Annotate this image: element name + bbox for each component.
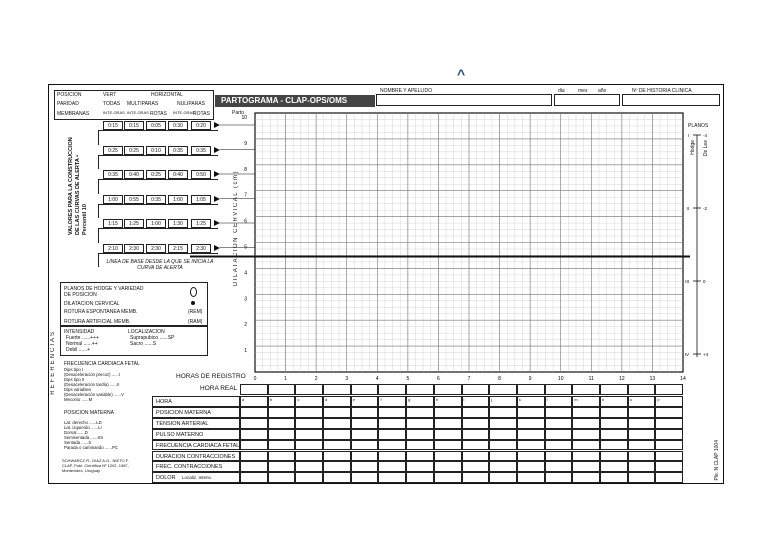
planos-delee: De Lee <box>703 140 709 157</box>
membranas-label: MEMBRANAS <box>57 111 90 117</box>
bottom-cell[interactable] <box>489 451 517 462</box>
horas-registro-label: HORAS DE REGISTRO <box>176 373 246 380</box>
y-tick-label: 5 <box>244 244 247 251</box>
todas-label: TODAS <box>103 101 121 107</box>
bottom-cell[interactable] <box>378 429 406 440</box>
valores-cell: 0:25 <box>103 146 123 155</box>
bottom-row-label: HORA <box>152 396 240 407</box>
bottom-cell[interactable] <box>572 451 600 462</box>
planos-value-label: 0 <box>703 279 706 284</box>
valores-cell: 0:40 <box>124 170 144 179</box>
bottom-cell[interactable] <box>489 472 517 483</box>
bottom-cell[interactable]: f <box>378 396 406 407</box>
bottom-cell[interactable] <box>351 461 379 472</box>
base-line-text: LINEA DE BASE DESDE LA QUE SE INICIA LA CURVA DE ALERTA <box>106 259 214 271</box>
fcf-item: (Desaceleración tardía) ......II <box>64 382 120 387</box>
posicion-item: Semisentada ......SS <box>64 435 104 440</box>
bottom-cell[interactable] <box>268 451 296 462</box>
bottom-cell[interactable] <box>600 418 628 429</box>
bottom-cell[interactable] <box>406 418 434 429</box>
bottom-cell[interactable] <box>323 472 351 483</box>
bottom-cell[interactable] <box>517 429 545 440</box>
x-tick-label: 3 <box>345 376 349 382</box>
bottom-cell[interactable] <box>462 407 490 418</box>
bottom-cell[interactable] <box>655 407 683 418</box>
bottom-cell[interactable] <box>323 429 351 440</box>
bottom-cell[interactable] <box>240 440 268 451</box>
bottom-cell[interactable] <box>434 440 462 451</box>
integras-2: INTE-GRAS <box>127 110 149 115</box>
bottom-cell[interactable]: h <box>434 396 462 407</box>
bottom-cell[interactable] <box>545 461 573 472</box>
valores-cell: 0:20 <box>191 121 211 130</box>
bottom-cell[interactable] <box>406 472 434 483</box>
fcf-item: Dips tipo II <box>64 377 85 382</box>
rotas-1: ROTAS <box>150 111 167 117</box>
valores-cell: 2:15 <box>168 244 188 253</box>
intensidad-title: INTENSIDAD <box>64 329 95 335</box>
bottom-cell[interactable] <box>268 429 296 440</box>
posicion-label: POSICION <box>57 92 82 98</box>
valores-cell: 0:55 <box>124 195 144 204</box>
bottom-cell[interactable] <box>600 472 628 483</box>
hora-real-cell[interactable] <box>406 384 434 395</box>
bottom-cell[interactable]: a <box>240 396 268 407</box>
bottom-cell[interactable] <box>378 472 406 483</box>
bottom-cell[interactable] <box>545 418 573 429</box>
planos-hodge: Hodge <box>690 140 696 155</box>
valores-cell: 0:15 <box>124 121 144 130</box>
ref-dilatacion: DILATACION CERVICAL <box>64 301 120 307</box>
bottom-cell[interactable] <box>406 461 434 472</box>
bottom-cell[interactable] <box>295 461 323 472</box>
bottom-cell[interactable] <box>240 461 268 472</box>
hora-real-cell[interactable] <box>462 384 490 395</box>
y-tick-label: 10 <box>241 115 247 121</box>
bottom-cell[interactable] <box>462 472 490 483</box>
intensidad-3: Debil ......+ <box>66 347 91 353</box>
hora-real-cell[interactable] <box>572 384 600 395</box>
hora-real-cell[interactable] <box>600 384 628 395</box>
bottom-cell[interactable]: j <box>489 396 517 407</box>
bottom-cell[interactable] <box>434 451 462 462</box>
bottom-cell[interactable] <box>600 451 628 462</box>
anio-label: año <box>598 88 607 94</box>
x-tick-label: 5 <box>406 376 410 382</box>
planos-value-label: -4 <box>703 133 708 138</box>
dilatacion-axis-label: DILATACION CERVICAL (cm) <box>233 170 239 287</box>
bottom-cell[interactable] <box>295 451 323 462</box>
valores-cell: 0:05 <box>146 121 166 130</box>
ref-rotura-esp: ROTURA ESPONTANEA MEMB. <box>64 309 138 315</box>
bottom-cell[interactable] <box>378 407 406 418</box>
bottom-cell[interactable] <box>517 407 545 418</box>
y-tick-label: 1 <box>244 348 247 355</box>
bottom-cell[interactable] <box>572 440 600 451</box>
valores-cell: 2:30 <box>124 244 144 253</box>
x-tick-label: 4 <box>375 376 379 382</box>
bottom-cell[interactable] <box>517 472 545 483</box>
ref-rotura-art-code: (RAM) <box>188 319 203 325</box>
bottom-cell[interactable] <box>268 461 296 472</box>
x-tick-label: 7 <box>467 376 471 382</box>
bottom-cell[interactable] <box>545 451 573 462</box>
valores-cell: 1:15 <box>103 219 123 228</box>
posicion-item: Parada o caminando ......PC <box>64 445 118 450</box>
bottom-row-extra: Localiz. Intens. <box>182 475 213 481</box>
valores-cell: 0:35 <box>168 146 188 155</box>
page-title: PARTOGRAMA - CLAP-OPS/OMS <box>215 95 375 107</box>
posicion-item: Dorsal ......D <box>64 430 88 435</box>
bottom-cell[interactable] <box>572 418 600 429</box>
paridad-label: PARIDAD <box>57 101 79 107</box>
bottom-row-label: DOLOR <box>152 472 240 483</box>
bottom-cell[interactable] <box>406 451 434 462</box>
bottom-cell[interactable] <box>295 407 323 418</box>
y-tick-label: 2 <box>244 322 247 329</box>
bottom-cell[interactable] <box>600 429 628 440</box>
bottom-cell[interactable] <box>323 440 351 451</box>
bottom-cell[interactable] <box>434 461 462 472</box>
bottom-cell[interactable]: c <box>295 396 323 407</box>
planos-value-label: -2 <box>703 206 708 211</box>
bottom-cell[interactable] <box>462 451 490 462</box>
hora-real-cell[interactable] <box>323 384 351 395</box>
hora-real-cell[interactable] <box>655 384 683 395</box>
bottom-cell[interactable] <box>240 451 268 462</box>
bottom-cell[interactable] <box>434 418 462 429</box>
bottom-cell[interactable] <box>628 418 656 429</box>
bottom-cell[interactable] <box>240 407 268 418</box>
hora-real-label: HORA REAL <box>200 385 238 392</box>
y-tick-label: 3 <box>244 296 247 303</box>
horizontal-label: HORIZONTAL <box>151 92 183 98</box>
valores-cell: 1:30 <box>168 219 188 228</box>
top-mark: ^ <box>457 66 466 82</box>
bottom-cell[interactable] <box>655 461 683 472</box>
dilatacion-dot-icon <box>191 301 195 305</box>
bottom-cell[interactable] <box>378 418 406 429</box>
bottom-cell[interactable]: k <box>517 396 545 407</box>
bottom-cell[interactable] <box>434 429 462 440</box>
valores-cell: 1:00 <box>146 219 166 228</box>
bottom-cell[interactable] <box>351 407 379 418</box>
bottom-cell[interactable] <box>489 440 517 451</box>
bottom-cell[interactable] <box>295 440 323 451</box>
intensidad-2: Normal ......++ <box>66 341 98 347</box>
x-tick-label: 6 <box>437 376 440 382</box>
x-tick-label: 13 <box>649 376 656 382</box>
bottom-cell[interactable] <box>351 429 379 440</box>
integras-3: INTE-GRAS <box>173 110 195 115</box>
bottom-cell[interactable] <box>572 429 600 440</box>
fcf-item: (Desaceleración variable) ......V <box>64 392 124 397</box>
bottom-cell[interactable]: i <box>462 396 490 407</box>
bottom-cell[interactable]: d <box>323 396 351 407</box>
hora-real-cell[interactable] <box>351 384 379 395</box>
nombre-label: NOMBRE Y APELLIDO <box>380 88 433 94</box>
x-tick-label: 14 <box>680 376 686 382</box>
bottom-cell[interactable] <box>406 407 434 418</box>
bottom-row-label: FREC. CONTRACCIONES <box>152 461 240 472</box>
x-tick-label: 0 <box>253 376 257 382</box>
bottom-cell[interactable] <box>545 429 573 440</box>
valores-cell: 0:50 <box>191 170 211 179</box>
nuliparas-label: NULIPARAS <box>177 101 205 107</box>
planos-level-label: III <box>685 279 689 284</box>
parto-label: Parto <box>232 110 244 116</box>
fcf-item: Dips variables <box>64 387 91 392</box>
posicion-item: Lat. izquierdo ......LI <box>64 425 102 430</box>
planos-value-label: +4 <box>703 352 709 357</box>
bottom-cell[interactable] <box>351 418 379 429</box>
x-tick-label: 2 <box>314 376 318 382</box>
hora-real-cell[interactable] <box>240 384 268 395</box>
x-tick-label: 8 <box>498 376 501 382</box>
bottom-cell[interactable] <box>268 440 296 451</box>
intensidad-1: Fuerte ......+++ <box>66 335 99 341</box>
valores-cell: 0:30 <box>168 121 188 130</box>
valores-cell: 0:25 <box>146 170 166 179</box>
bottom-cell[interactable] <box>600 461 628 472</box>
valores-label: VALORES PARA LA CONSTRUCCION DE LAS CURVAS DE ALERTA • Percentil 10 <box>68 137 88 235</box>
bottom-cell[interactable]: b <box>268 396 296 407</box>
side-code: Ple. N CLAP 1004 <box>714 440 720 481</box>
bottom-cell[interactable] <box>655 418 683 429</box>
bottom-cell[interactable] <box>628 451 656 462</box>
bottom-cell[interactable] <box>323 461 351 472</box>
valores-cell: 1:00 <box>103 195 123 204</box>
y-tick-label: 4 <box>244 270 247 277</box>
hora-real-cell[interactable] <box>268 384 296 395</box>
bottom-cell[interactable] <box>517 461 545 472</box>
bottom-cell[interactable] <box>378 440 406 451</box>
valores-cell: 0:15 <box>103 121 123 130</box>
bottom-cell[interactable] <box>489 418 517 429</box>
hora-real-cell[interactable] <box>489 384 517 395</box>
valores-cell: 1:05 <box>191 195 211 204</box>
mes-label: mes <box>578 88 588 94</box>
bottom-cell[interactable] <box>268 418 296 429</box>
hora-real-cell[interactable] <box>434 384 462 395</box>
valores-cell: 2:30 <box>191 244 211 253</box>
bottom-cell[interactable] <box>295 418 323 429</box>
historia-label: Nº DE HISTORIA CLINICA <box>632 88 692 94</box>
bottom-cell[interactable] <box>489 461 517 472</box>
bottom-cell[interactable] <box>406 429 434 440</box>
bottom-cell[interactable] <box>323 418 351 429</box>
bottom-cell[interactable] <box>462 418 490 429</box>
dia-label: dia <box>558 88 565 94</box>
bottom-cell[interactable]: e <box>351 396 379 407</box>
planos-level-label: II <box>686 206 689 211</box>
bottom-cell[interactable] <box>351 451 379 462</box>
valores-cell: 1:25 <box>124 219 144 228</box>
bottom-cell[interactable] <box>545 472 573 483</box>
bottom-cell[interactable] <box>628 429 656 440</box>
bottom-cell[interactable] <box>323 407 351 418</box>
planos-level-label: IV <box>684 352 689 357</box>
bottom-cell[interactable] <box>489 407 517 418</box>
x-tick-label: 9 <box>528 376 532 382</box>
bottom-cell[interactable] <box>240 429 268 440</box>
hora-real-cell[interactable] <box>628 384 656 395</box>
bottom-cell[interactable] <box>655 472 683 483</box>
fcf-title: FRECUENCIA CARDIACA FETAL <box>64 361 140 367</box>
planos-level-label: I <box>687 133 689 138</box>
bottom-cell[interactable] <box>462 461 490 472</box>
bottom-row-label: PULSO MATERNO <box>152 429 240 440</box>
bottom-row-label: FRECUENCIA CARDIACA FETAL <box>152 440 240 451</box>
bottom-cell[interactable] <box>572 407 600 418</box>
bottom-cell[interactable] <box>462 440 490 451</box>
bottom-cell[interactable] <box>323 451 351 462</box>
bottom-cell[interactable]: l <box>545 396 573 407</box>
credit-text: SCHWARCZ R., DIAZ A.G., NIETO F. CLAP. Publ. Científica Nº 1202, 1987, Montevideo, Uruguay <box>62 458 129 473</box>
y-tick-label: 8 <box>244 166 247 173</box>
bottom-cell[interactable] <box>572 461 600 472</box>
x-tick-label: 11 <box>588 376 594 382</box>
hora-real-cell[interactable] <box>378 384 406 395</box>
posicion-item: Lat. derecho ......LD <box>64 420 102 425</box>
ref-rotura-esp-code: (REM) <box>188 309 203 315</box>
bottom-cell[interactable] <box>628 472 656 483</box>
planos-title: PLANOS <box>688 123 709 129</box>
rotas-2: ROTAS <box>193 111 210 117</box>
ref-rotura-art: ROTURA ARTIFICIAL MEMB. <box>64 319 131 325</box>
bottom-cell[interactable] <box>517 451 545 462</box>
referencias-label: REFERENCIAS <box>50 330 56 395</box>
bottom-row-label: POSICION MATERNA <box>152 407 240 418</box>
localizacion-2: Sacro ......S <box>130 341 157 347</box>
hora-real-cell[interactable] <box>295 384 323 395</box>
bottom-cell[interactable]: g <box>406 396 434 407</box>
planos-symbol-icon <box>190 287 197 297</box>
bottom-cell[interactable] <box>240 472 268 483</box>
bottom-cell[interactable] <box>295 472 323 483</box>
y-tick-label: 7 <box>244 192 247 199</box>
fcf-item: (Desaceleración precoz) ......I <box>64 372 121 377</box>
bottom-cell[interactable] <box>489 429 517 440</box>
bottom-cell[interactable] <box>351 440 379 451</box>
bottom-cell[interactable] <box>240 418 268 429</box>
bottom-cell[interactable] <box>295 429 323 440</box>
posicion-title: POSICION MATERNA <box>64 410 114 416</box>
valores-cell: 2:30 <box>146 244 166 253</box>
vert-label: VERT <box>103 92 117 98</box>
bottom-cell[interactable]: o <box>628 396 656 407</box>
bottom-cell[interactable] <box>545 440 573 451</box>
bottom-cell[interactable] <box>406 440 434 451</box>
bottom-cell[interactable] <box>378 461 406 472</box>
multiparas-label: MULTIPARAS <box>127 101 159 107</box>
ref-planos: PLANOS DE HODGE Y VARIEDAD DE POSICION <box>64 286 144 298</box>
bottom-cell[interactable] <box>268 472 296 483</box>
bottom-cell[interactable] <box>378 451 406 462</box>
bottom-cell[interactable] <box>517 418 545 429</box>
valores-cell: 0:35 <box>191 146 211 155</box>
valores-cell: 1:25 <box>191 219 211 228</box>
x-tick-label: 1 <box>284 376 287 382</box>
localizacion-1: Suprapubico ......SP <box>130 335 175 341</box>
bottom-cell[interactable] <box>434 472 462 483</box>
bottom-cell[interactable] <box>545 407 573 418</box>
valores-cell: 1:00 <box>168 195 188 204</box>
bottom-cell[interactable] <box>655 451 683 462</box>
bottom-row-label: TENSION ARTERIAL <box>152 418 240 429</box>
fcf-item: Meconio ......M <box>64 397 93 402</box>
bottom-cell[interactable] <box>655 429 683 440</box>
localizacion-title: LOCALIZACION <box>128 329 165 335</box>
valores-cell: 0:35 <box>146 195 166 204</box>
valores-cell: 0:35 <box>103 170 123 179</box>
bottom-cell[interactable] <box>462 429 490 440</box>
bottom-cell[interactable] <box>600 407 628 418</box>
bottom-cell[interactable] <box>517 440 545 451</box>
bottom-cell[interactable]: p <box>655 396 683 407</box>
bottom-cell[interactable] <box>655 440 683 451</box>
bottom-cell[interactable] <box>628 461 656 472</box>
bottom-cell[interactable] <box>351 472 379 483</box>
fcf-item: Dips tipo I <box>64 367 84 372</box>
bottom-cell[interactable] <box>572 472 600 483</box>
bottom-row-label: DURACION CONTRACCIONES <box>152 451 240 462</box>
bottom-cell[interactable] <box>628 407 656 418</box>
posicion-item: Sentada ......S <box>64 440 92 445</box>
valores-cell: 0:25 <box>124 146 144 155</box>
valores-cell: 2:10 <box>103 244 123 253</box>
bottom-cell[interactable] <box>434 407 462 418</box>
bottom-cell[interactable] <box>268 407 296 418</box>
valores-cell: 0:40 <box>168 170 188 179</box>
bottom-cell[interactable] <box>600 440 628 451</box>
hora-real-cell[interactable] <box>517 384 545 395</box>
y-tick-label: 6 <box>244 218 247 225</box>
bottom-cell[interactable]: n <box>600 396 628 407</box>
x-tick-label: 10 <box>557 376 564 382</box>
x-tick-label: 12 <box>619 376 625 382</box>
hora-real-cell[interactable] <box>545 384 573 395</box>
valores-cell: 0:10 <box>146 146 166 155</box>
integras-1: INTE-GRAS <box>103 110 125 115</box>
bottom-cell[interactable] <box>628 440 656 451</box>
bottom-cell[interactable]: m <box>572 396 600 407</box>
y-tick-label: 9 <box>244 140 247 147</box>
